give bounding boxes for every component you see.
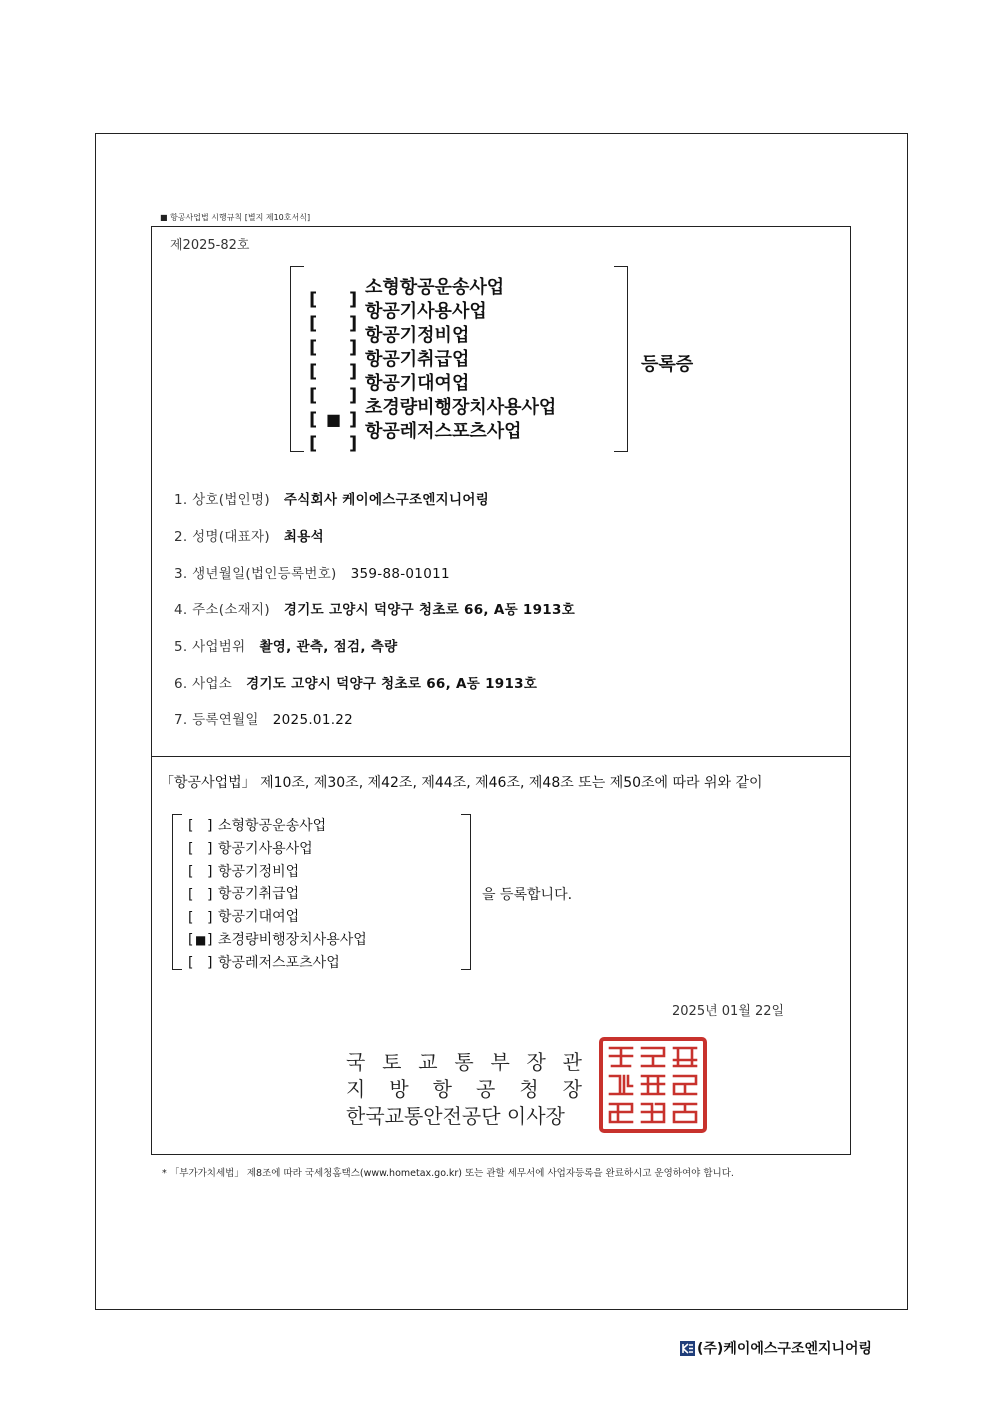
- certificate-title: 등록증: [641, 354, 694, 375]
- field-value: 경기도 고양시 덕양구 청초로 66, A동 1913호: [246, 676, 538, 692]
- business-type-label: 항공기정비업: [365, 325, 470, 346]
- field-row: [174, 525, 324, 545]
- business-type-item: [309, 348, 556, 382]
- bracket-open: [: [188, 955, 194, 972]
- legal-basis-text: 「항공사업법」 제10조, 제30조, 제42조, 제44조, 제46조, 제48조 또는 제50조에 따라 위와 같이: [160, 775, 763, 791]
- bracket-open: [: [188, 818, 194, 835]
- field-value: 359-88-01011: [350, 566, 450, 582]
- bracket-close: ]: [349, 409, 358, 430]
- registered-type-bracket-left: [172, 814, 182, 970]
- bracket-open: [: [309, 337, 318, 358]
- bracket-open: [: [188, 932, 194, 949]
- registered-type-checkbox: [188, 861, 218, 883]
- footnote: * 「부가가치세법」 제8조에 따라 국세청홈택스(www.hometax.go.kr) 또는 관할 세무서에 사업자등록을 완료하시고 운영하여야 합니다.: [162, 1168, 734, 1179]
- registered-type-checkbox: [188, 838, 218, 860]
- business-type-label: 항공레저스포츠사업: [365, 421, 522, 442]
- registered-type-item: [188, 838, 367, 861]
- field-value: 경기도 고양시 덕양구 청초로 66, A동 1913호: [283, 602, 576, 618]
- bracket-open: [: [309, 361, 318, 382]
- bracket-close: ]: [349, 361, 358, 382]
- field-value: 주식회사 케이에스구조엔지니어링: [283, 492, 490, 508]
- registered-type-item: [188, 906, 367, 929]
- business-type-label: 항공기대여업: [365, 373, 470, 394]
- bracket-open: [: [188, 886, 194, 903]
- registered-type-label: 항공기대여업: [218, 909, 300, 926]
- official-seal-icon: [598, 1036, 708, 1134]
- registered-type-checkbox: [188, 952, 218, 974]
- field-row: [174, 488, 489, 508]
- registered-type-item: [188, 815, 367, 838]
- bracket-close: ]: [349, 337, 358, 358]
- registered-statement: 을 등록합니다.: [482, 887, 573, 903]
- registered-type-label: 항공기사용사업: [218, 840, 313, 857]
- field-label: 2. 성명(대표자): [174, 529, 270, 545]
- bracket-close: ]: [349, 313, 358, 334]
- company-footer-name: (주)케이에스구조엔지니어링: [697, 1341, 873, 1357]
- bracket-close: ]: [207, 932, 213, 949]
- bracket-open: [: [188, 841, 194, 858]
- field-row: [174, 598, 575, 618]
- field-label: 5. 사업범위: [174, 639, 246, 655]
- business-type-item: [309, 420, 556, 454]
- field-label: 3. 생년월일(법인등록번호): [174, 566, 337, 582]
- business-type-bracket-right: [614, 266, 628, 452]
- business-type-label: 소형항공운송사업: [365, 277, 505, 298]
- business-type-label: 항공기사용사업: [365, 301, 487, 322]
- registered-type-list: [188, 815, 367, 975]
- bracket-close: ]: [349, 433, 358, 454]
- issuer-line: 한국교통안전공단 이사장: [346, 1104, 565, 1128]
- bracket-close: ]: [349, 385, 358, 406]
- business-type-item: [309, 396, 557, 430]
- bracket-close: ]: [207, 818, 213, 835]
- business-type-item: [309, 324, 556, 358]
- field-row: [174, 635, 397, 655]
- bracket-close: ]: [207, 886, 213, 903]
- registered-type-checkbox: [188, 929, 218, 951]
- bracket-open: [: [309, 385, 318, 406]
- registered-type-label: 초경량비행장치사용사업: [218, 931, 367, 948]
- form-reference: ■ 항공사업법 시행규칙 [별지 제10호서식]: [160, 213, 311, 222]
- bracket-close: ]: [207, 955, 213, 972]
- field-value: 촬영, 관측, 점검, 측량: [259, 639, 398, 655]
- business-type-label: 초경량비행장치사용사업: [365, 397, 557, 418]
- field-label: 7. 등록연월일: [174, 712, 259, 728]
- field-value: 최용석: [283, 529, 324, 545]
- registered-type-item: [188, 952, 367, 975]
- business-type-item: [309, 276, 556, 310]
- business-type-list: [309, 276, 557, 454]
- registered-type-label: 소형항공운송사업: [218, 818, 327, 834]
- business-type-bracket-left: [290, 266, 304, 452]
- registered-type-label: 항공기취급업: [218, 886, 300, 903]
- bracket-open: [: [309, 289, 318, 310]
- company-logo-icon: [680, 1341, 695, 1356]
- section-divider: [151, 756, 851, 757]
- field-row: [174, 562, 450, 582]
- registered-type-bracket-right: [461, 814, 471, 970]
- business-type-label: 항공기취급업: [365, 349, 470, 370]
- bracket-open: [: [188, 863, 194, 880]
- issuer-line: 지 방 항 공 청 장: [346, 1077, 582, 1101]
- field-row: [174, 672, 537, 692]
- bracket-open: [: [188, 909, 194, 926]
- registered-type-item: [188, 861, 367, 884]
- bracket-close: ]: [207, 909, 213, 926]
- registered-type-checkbox: [188, 907, 218, 929]
- bracket-close: ]: [349, 289, 358, 310]
- field-label: 4. 주소(소재지): [174, 602, 270, 618]
- field-value: 2025.01.22: [272, 712, 354, 728]
- registered-type-label: 항공기정비업: [218, 863, 300, 880]
- field-label: 6. 사업소: [174, 676, 233, 692]
- field-label: 1. 상호(법인명): [174, 492, 270, 508]
- bracket-open: [: [309, 433, 318, 454]
- company-footer: [680, 1338, 872, 1358]
- business-type-item: [309, 372, 556, 406]
- issue-date: 2025년 01월 22일: [672, 1004, 785, 1019]
- check-mark-icon: ■: [195, 933, 207, 948]
- bracket-open: [: [309, 409, 318, 430]
- bracket-close: ]: [207, 841, 213, 858]
- registered-type-label: 항공레저스포츠사업: [218, 954, 340, 971]
- field-row: [174, 708, 353, 728]
- registered-type-checkbox: [188, 815, 218, 837]
- bracket-open: [: [309, 313, 318, 334]
- registered-type-item: [188, 929, 367, 952]
- business-type-item: [309, 300, 556, 334]
- bracket-close: ]: [207, 863, 213, 880]
- registered-type-item: [188, 883, 367, 906]
- check-mark-icon: ■: [326, 410, 342, 429]
- registration-number: 제2025-82호: [170, 238, 250, 253]
- issuer-line: 국 토 교 통 부 장 관: [346, 1050, 582, 1074]
- registered-type-checkbox: [188, 884, 218, 906]
